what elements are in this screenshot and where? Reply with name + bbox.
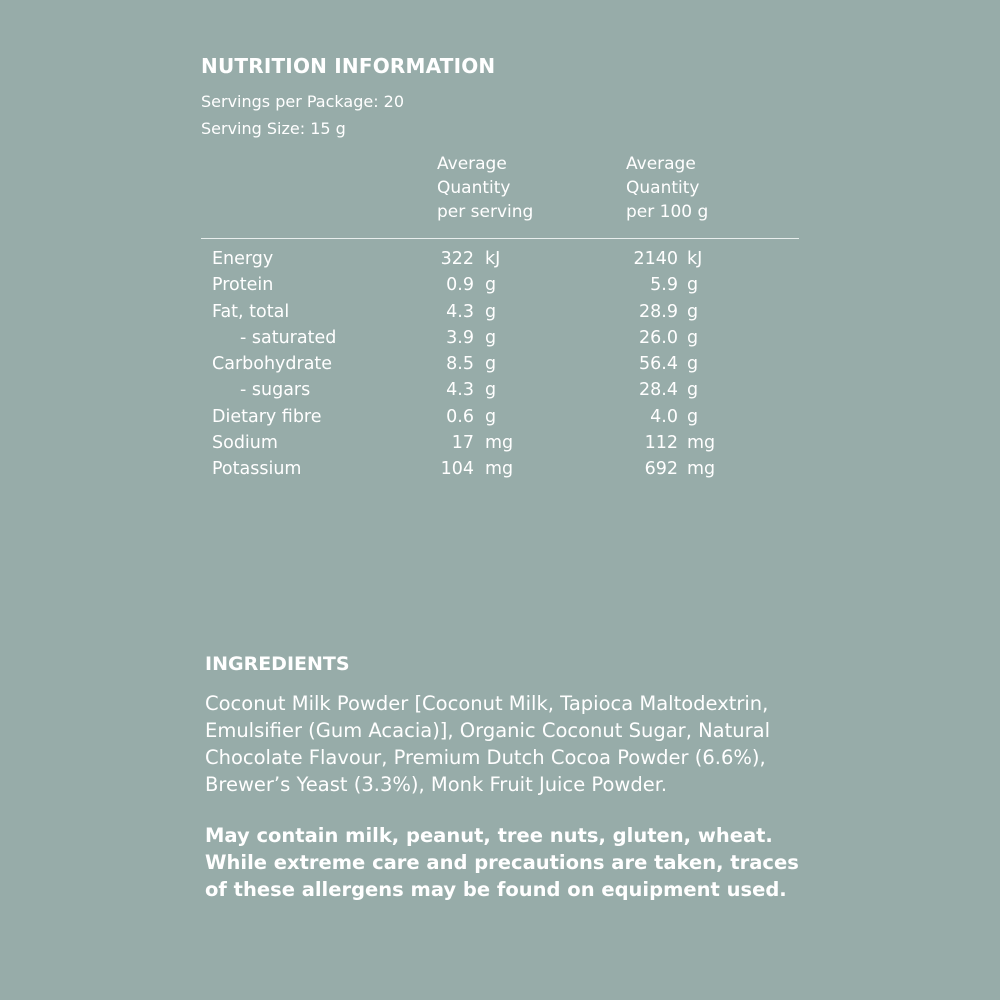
- table-row: [201, 377, 799, 403]
- per-serving-unit: g: [485, 380, 497, 401]
- nutrient-label: Carbohydrate: [212, 354, 333, 375]
- nutrition-heading: NUTRITION INFORMATION: [201, 54, 496, 78]
- per-100g-value: 28.4: [639, 380, 678, 401]
- per-serving-unit: g: [485, 301, 497, 322]
- table-row: [201, 430, 799, 456]
- table-row: [201, 272, 799, 298]
- serving-size: Serving Size: 15 g: [201, 119, 346, 138]
- nutrient-label: - saturated: [240, 327, 337, 348]
- per-100g-value: 56.4: [639, 354, 678, 375]
- nutrient-label: Sodium: [212, 433, 278, 454]
- per-100g-unit: g: [687, 354, 699, 375]
- per-100g-value: 692: [644, 459, 678, 480]
- table-row: [201, 246, 799, 272]
- per-serving-value: 8.5: [446, 354, 474, 375]
- nutrient-label: Potassium: [212, 459, 302, 480]
- per-serving-value: 0.9: [446, 275, 474, 296]
- per-100g-unit: mg: [687, 433, 716, 454]
- per-serving-unit: g: [485, 327, 497, 348]
- table-row: [201, 299, 799, 325]
- nutrient-label: Protein: [212, 275, 274, 296]
- per-100g-value: 4.0: [650, 406, 678, 427]
- per-serving-unit: kJ: [485, 249, 501, 269]
- column-header-per-100g: Average Quantity per 100 g: [626, 154, 709, 222]
- per-serving-unit: mg: [485, 433, 514, 454]
- per-serving-unit: mg: [485, 459, 514, 480]
- per-serving-value: 104: [440, 459, 474, 480]
- per-serving-value: 4.3: [446, 301, 474, 322]
- per-100g-value: 28.9: [639, 301, 678, 322]
- nutrient-label: Fat, total: [212, 301, 290, 322]
- allergen-statement: May contain milk, peanut, tree nuts, gluten, wheat. While extreme care and precautions are taken, traces of these allergens may be found on equipment used.: [205, 824, 799, 901]
- table-row: [201, 456, 799, 482]
- per-serving-value: 17: [451, 433, 474, 454]
- nutrient-label: Dietary fibre: [212, 406, 322, 427]
- per-serving-value: 322: [440, 249, 474, 269]
- nutrition-table-body: [201, 246, 799, 483]
- per-100g-unit: mg: [687, 459, 716, 480]
- per-serving-unit: g: [485, 354, 497, 375]
- per-100g-value: 2140: [633, 249, 678, 269]
- table-row: [201, 404, 799, 430]
- nutrient-label: - sugars: [240, 380, 311, 401]
- nutrient-label: Energy: [212, 249, 274, 269]
- ingredients-panel: [205, 652, 805, 903]
- table-row: [201, 325, 799, 351]
- per-100g-unit: g: [687, 301, 699, 322]
- per-100g-unit: kJ: [687, 249, 703, 269]
- per-serving-value: 4.3: [446, 380, 474, 401]
- per-100g-value: 26.0: [639, 327, 678, 348]
- ingredients-list: Coconut Milk Powder [Coconut Milk, Tapioca Maltodextrin, Emulsifier (Gum Acacia)], Organic Coconut Sugar, Natural Chocolate Flavour, Premium Dutch Cocoa Powder (6.6%), Brewer’s Yeast (3.3%), Monk Fruit Juice Powder.: [205, 692, 771, 796]
- per-serving-unit: g: [485, 406, 497, 427]
- per-100g-unit: g: [687, 275, 699, 296]
- per-100g-value: 5.9: [650, 275, 678, 296]
- per-100g-unit: g: [687, 380, 699, 401]
- nutrition-panel: [201, 54, 799, 483]
- per-serving-value: 0.6: [446, 406, 474, 427]
- table-row: [201, 351, 799, 377]
- per-100g-value: 112: [644, 433, 678, 454]
- servings-per-package: Servings per Package: 20: [201, 92, 405, 111]
- per-serving-value: 3.9: [446, 327, 474, 348]
- per-serving-unit: g: [485, 275, 497, 296]
- per-100g-unit: g: [687, 406, 699, 427]
- per-100g-unit: g: [687, 327, 699, 348]
- ingredients-heading: INGREDIENTS: [205, 653, 350, 675]
- column-header-per-serving: Average Quantity per serving: [437, 154, 534, 222]
- nutrition-table-header: [201, 152, 799, 239]
